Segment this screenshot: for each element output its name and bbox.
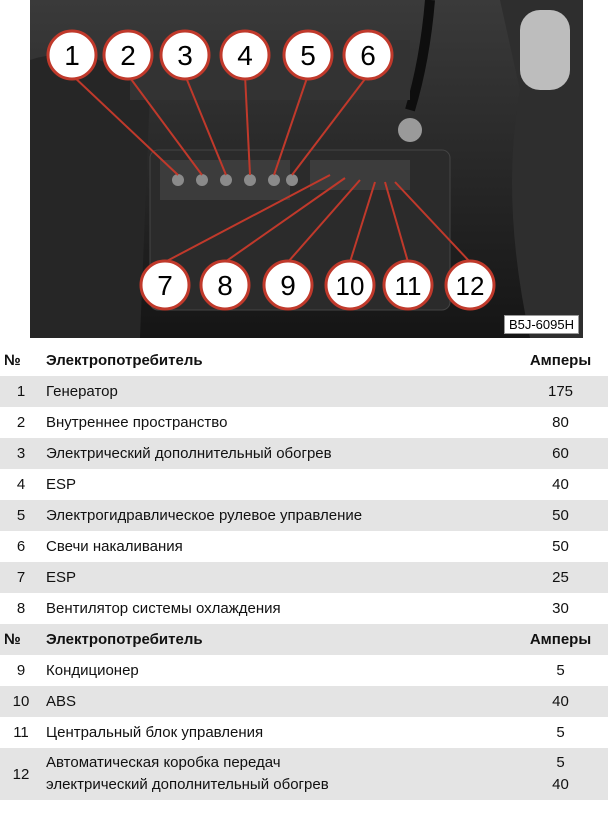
row-consumer-multiline xyxy=(42,748,513,800)
table-row xyxy=(0,717,608,748)
row-consumer: Электрогидравлическое рулевое управление xyxy=(42,500,513,531)
fuse-table xyxy=(0,345,608,800)
row-amps: 40 xyxy=(513,686,608,717)
row-no: 6 xyxy=(0,531,42,562)
row-consumer: Внутреннее пространство xyxy=(42,407,513,438)
row-no: 10 xyxy=(0,686,42,717)
row-no: 3 xyxy=(0,438,42,469)
callout-7 xyxy=(141,261,189,309)
table-row xyxy=(0,562,608,593)
row-consumer: Центральный блок управления xyxy=(42,717,513,748)
callout-9-label: 9 xyxy=(280,270,296,301)
row-no: 11 xyxy=(0,717,42,748)
table-row xyxy=(0,500,608,531)
table-row xyxy=(0,686,608,717)
row-amps: 175 xyxy=(513,376,608,407)
row-no: 1 xyxy=(0,376,42,407)
row-consumer: Вентилятор системы охлаждения xyxy=(42,593,513,624)
callout-1 xyxy=(48,31,96,79)
battery-terminal xyxy=(398,118,422,142)
row-consumer: ESP xyxy=(42,562,513,593)
row-consumer: Свечи накаливания xyxy=(42,531,513,562)
table-row xyxy=(0,376,608,407)
row-amps: 5 xyxy=(513,655,608,686)
header-no: № xyxy=(0,345,42,376)
callout-7-label: 7 xyxy=(157,270,173,301)
table-header xyxy=(0,345,608,376)
row-consumer: Кондиционер xyxy=(42,655,513,686)
header-consumer: Электропотребитель xyxy=(42,624,513,655)
row-no: 5 xyxy=(0,500,42,531)
callout-5-label: 5 xyxy=(300,40,316,71)
callout-8 xyxy=(201,261,249,309)
callout-8-label: 8 xyxy=(217,270,233,301)
callout-12-label: 12 xyxy=(455,271,485,301)
callout-1-label: 1 xyxy=(64,40,80,71)
row-amps-multiline xyxy=(513,748,608,800)
row-amps-line-1: 5 xyxy=(556,754,565,771)
table-row xyxy=(0,748,608,800)
row-no: 2 xyxy=(0,407,42,438)
table-row xyxy=(0,407,608,438)
row-amps: 60 xyxy=(513,438,608,469)
row-amps-line-2: 40 xyxy=(552,776,569,793)
fuse-box-photo xyxy=(30,0,583,338)
fuse-box-diagram xyxy=(30,0,583,338)
callout-6 xyxy=(344,31,392,79)
header-consumer: Электропотребитель xyxy=(42,345,513,376)
header-amps: Амперы xyxy=(513,624,608,655)
callout-2 xyxy=(104,31,152,79)
table-row xyxy=(0,438,608,469)
row-no: 7 xyxy=(0,562,42,593)
fuse-strip-right xyxy=(310,160,410,190)
row-amps: 40 xyxy=(513,469,608,500)
callout-2-label: 2 xyxy=(120,40,136,71)
reservoir-cap xyxy=(520,10,570,90)
table-header-second xyxy=(0,624,608,655)
row-amps: 80 xyxy=(513,407,608,438)
row-amps: 30 xyxy=(513,593,608,624)
callout-6-label: 6 xyxy=(360,40,376,71)
row-no: 12 xyxy=(0,748,42,800)
table-row xyxy=(0,531,608,562)
row-consumer: ESP xyxy=(42,469,513,500)
callout-4-label: 4 xyxy=(237,40,253,71)
row-no: 8 xyxy=(0,593,42,624)
callout-11-label: 11 xyxy=(394,271,422,301)
callout-10 xyxy=(326,261,374,309)
image-code: B5J-6095H xyxy=(504,315,579,334)
callout-11 xyxy=(384,261,432,309)
row-amps: 25 xyxy=(513,562,608,593)
row-consumer: Генератор xyxy=(42,376,513,407)
row-consumer: Электрический дополнительный обогрев xyxy=(42,438,513,469)
table-row xyxy=(0,655,608,686)
row-consumer-line-1: Автоматическая коробка передач xyxy=(46,754,281,771)
callout-3 xyxy=(161,31,209,79)
row-no: 4 xyxy=(0,469,42,500)
row-no: 9 xyxy=(0,655,42,686)
row-consumer: ABS xyxy=(42,686,513,717)
callout-12 xyxy=(446,261,494,309)
row-amps: 50 xyxy=(513,500,608,531)
callout-5 xyxy=(284,31,332,79)
row-consumer-line-2: электрический дополнительный обогрев xyxy=(46,776,329,793)
header-no: № xyxy=(0,624,42,655)
callout-10-label: 10 xyxy=(335,271,365,301)
table-row xyxy=(0,469,608,500)
callout-3-label: 3 xyxy=(177,40,193,71)
table-row xyxy=(0,593,608,624)
row-amps: 5 xyxy=(513,717,608,748)
row-amps: 50 xyxy=(513,531,608,562)
header-amps: Амперы xyxy=(513,345,608,376)
callout-9 xyxy=(264,261,312,309)
callout-4 xyxy=(221,31,269,79)
